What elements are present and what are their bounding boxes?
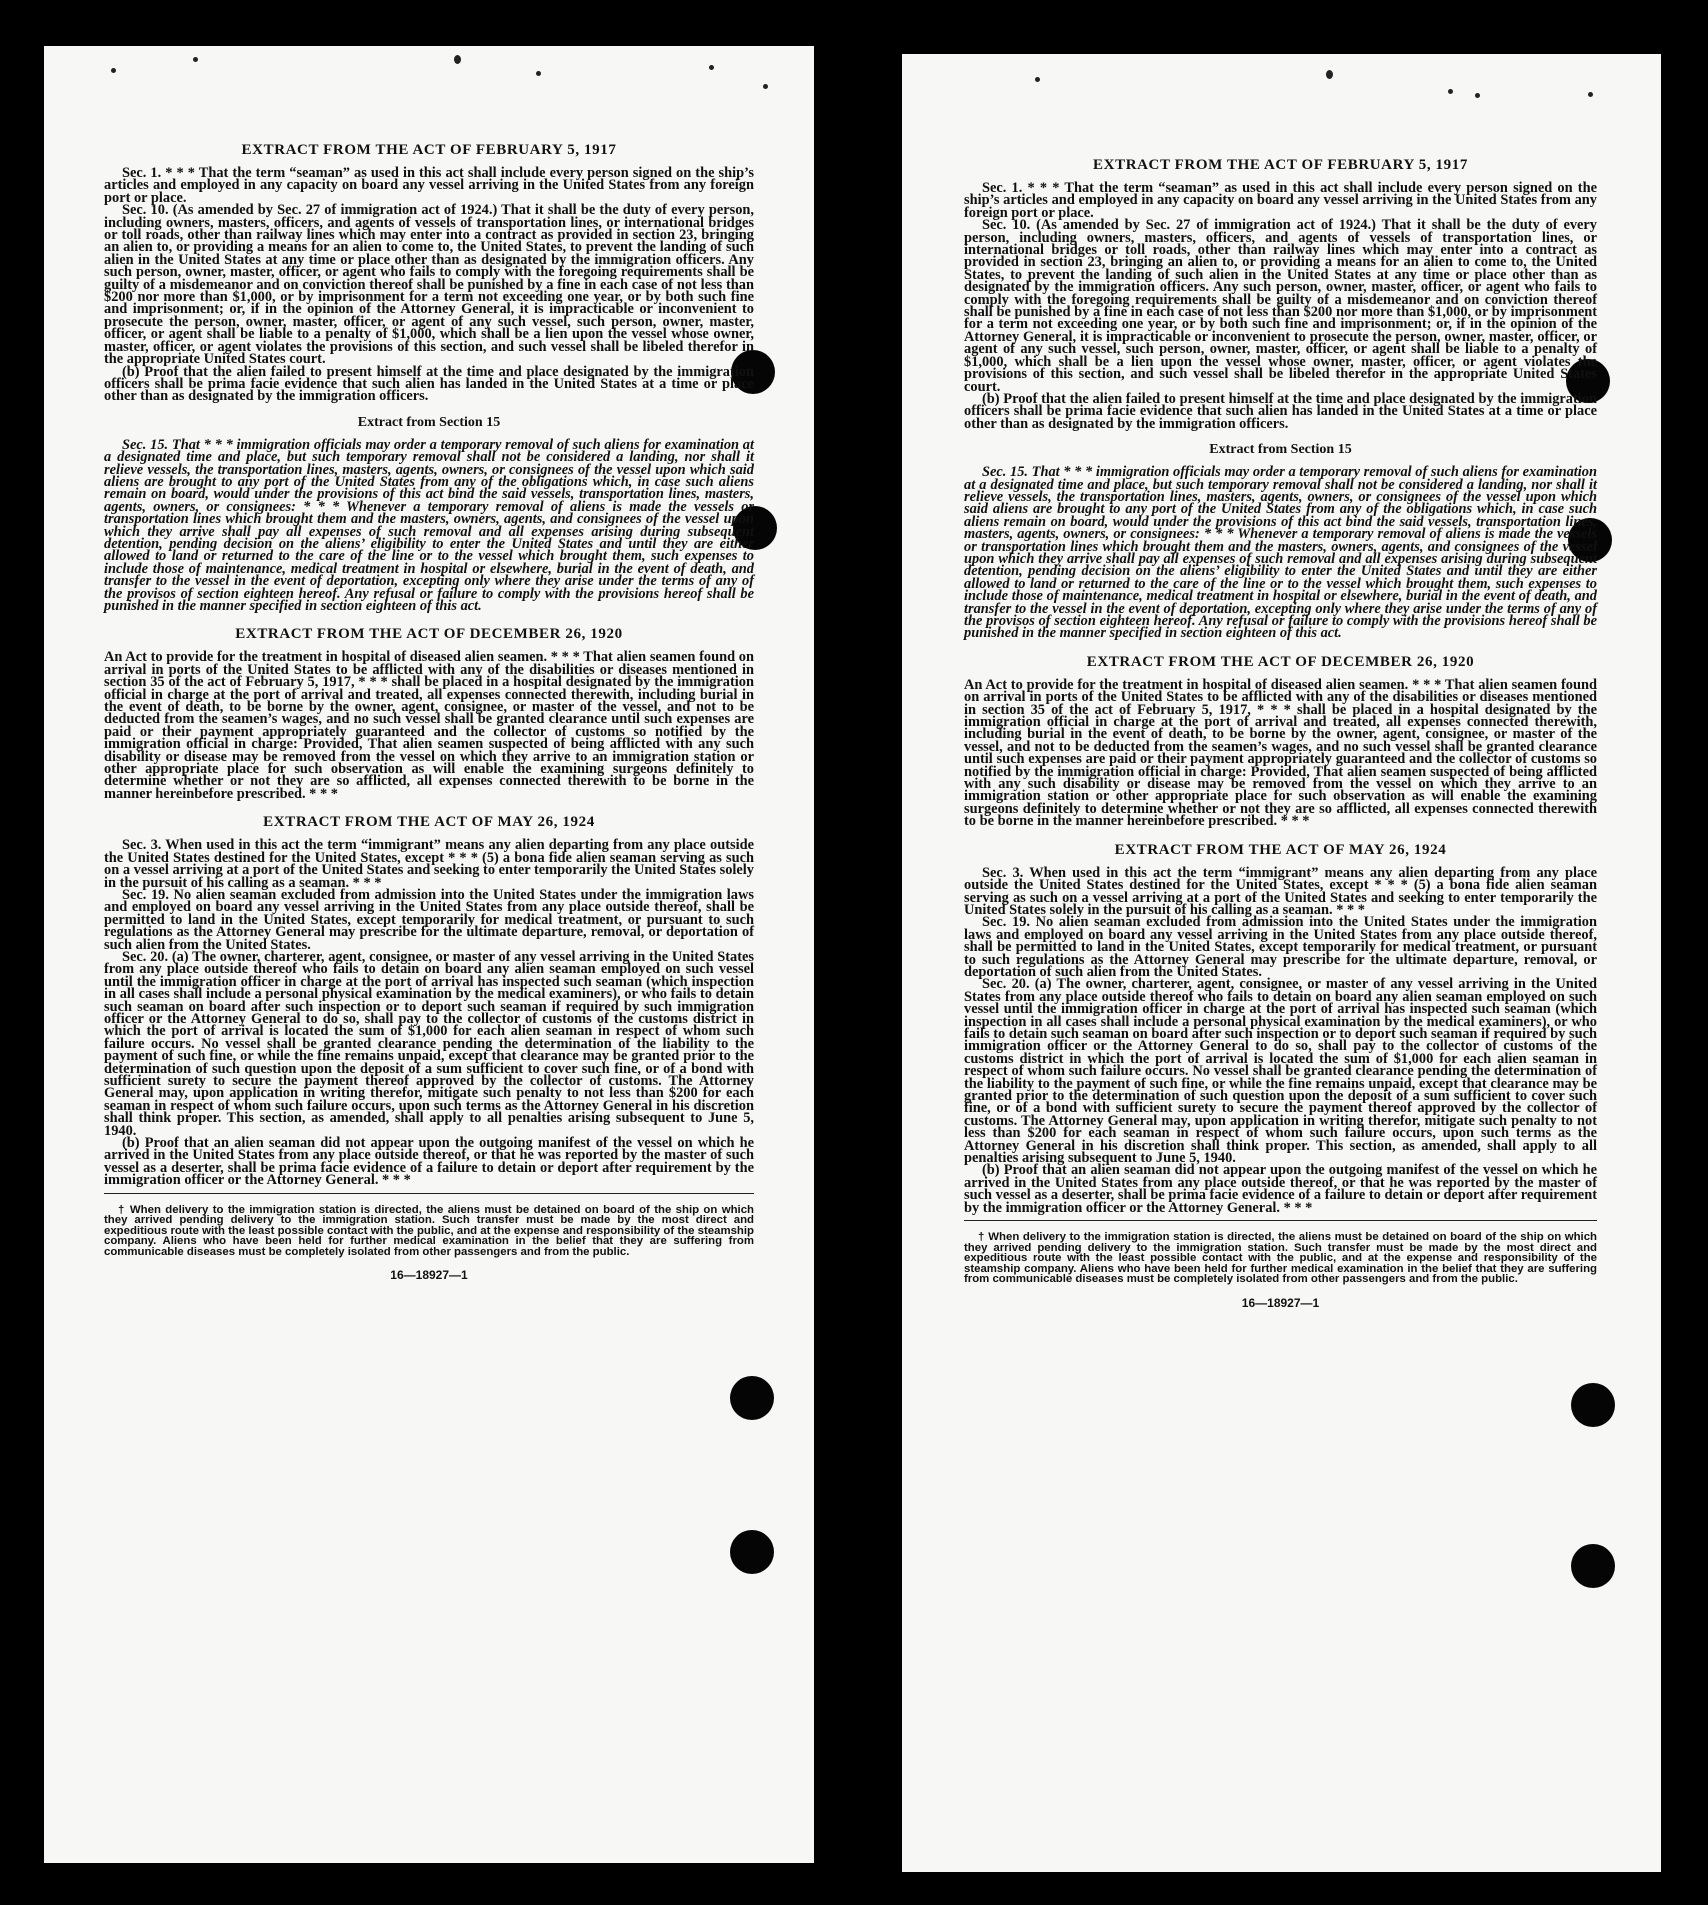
- footnote: † When delivery to the immigration station is directed, the aliens must be detained on board of the ship on which they arrived pending delivery to the immigration station. Such transfer must be made by the most direct and expeditious route with the least possible contact with the public, and at the expense and responsibility of the steamship company. Aliens who have been held for further medical examination in the belief that they are suffering from communicable diseases must be completely isolated from other passengers and from the public.: [104, 1204, 754, 1258]
- section-20: Sec. 20. (a) The owner, charterer, agent, consignee, or master of any vessel arriving in the United States from any place outside thereof who fails to detain on board any alien seaman employed on such vessel until the immigration officer in charge at the port of arrival has inspected such seaman (which inspection in all cases shall include a personal physical examination by the medical examiners), or who fails to detain such seaman on board after such inspection or to deport such seaman if required by such immigration officer or the Attorney General to do so, shall pay to the collector of customs of the customs district in which the port of arrival is located the sum of $1,000 for each alien seaman in respect of whom such failure occurs. No vessel shall be granted clearance pending the determination of the liability to the payment of such fine, or while the fine remains unpaid, except that clearance may be granted prior to the determination of such question upon the deposit of a sum sufficient to cover such fine, or of a bond with sufficient surety to secure the payment thereof approved by the collector of customs. The Attorney General may, upon application in writing therefor, mitigate such penalty to not less than $200 for each seaman in respect of whom such failure occurs, upon such terms as the Attorney General in his discretion shall think proper. This section, as amended, shall apply to all penalties arising subsequent to June 5, 1940.: [964, 976, 1597, 1167]
- scan-speck: [193, 57, 198, 62]
- section-3: Sec. 3. When used in this act the term “immigrant” means any alien departing from any place outside the United States destined for the United States, except * * * (5) a bona fide alien seaman serving as such on a vessel arriving at a port of the United States and seeking to enter temporarily the United States solely in the pursuit of his calling as a seaman. * * *: [104, 837, 754, 891]
- section-20-b: (b) Proof that an alien seaman did not appear upon the outgoing manifest of the vessel on which he arrived in the United States from any place outside thereof, or that he was reported by the master of such vessel as a deserter, shall be prima facie evidence of a failure to detain or deport after requirement by the immigration officer or the Attorney General. * * *: [964, 1162, 1597, 1216]
- scan-speck: [111, 68, 116, 73]
- section-15: Sec. 15. That * * * immigration officials may order a temporary removal of such aliens for examination at a designated time and place, but such temporary removal shall not be considered a landing, nor shall it relieve vessels, the transportation lines, masters, agents, owners, or consignees of the vessel upon which said aliens are brought to any port of the United States from any of the obligations which, in case such aliens remain on board, would under the provisions of this act bind the said vessels, transportation lines, masters, agents, owners, or consignees: * * * Whenever a temporary removal of aliens is made the vessels or transportation lines which brought them and the masters, owners, agents, and consignees of the vessel upon which they arrive shall pay all expenses of such removal and all expenses arising during subsequent detention, pending decision on the aliens’ eligibility to enter the United States and until they are either allowed to land or returned to the care of the line or to the vessel which brought them, such expenses to include those of maintenance, medical treatment in hospital or elsewhere, burial in the event of death, and transfer to the vessel in the event of deportation, excepting only where they arise under the terms of any of the provisos of section eighteen hereof. Any refusal or failure to comply with the provisions hereof shall be punished in the manner specified in section eighteen of this act.: [964, 464, 1597, 642]
- heading-act-1924: EXTRACT FROM THE ACT OF MAY 26, 1924: [1114, 841, 1447, 858]
- section-15: Sec. 15. That * * * immigration officials may order a temporary removal of such aliens for examination at a designated time and place, but such temporary removal shall not be considered a landing, nor shall it relieve vessels, the transportation lines, masters, agents, owners, or consignees of the vessel upon which said aliens are brought to any port of the United States from any of the obligations which, in case such aliens remain on board, would under the provisions of this act bind the said vessels, transportation lines, masters, agents, owners, or consignees: * * * Whenever a temporary removal of aliens is made the vessels or transportation lines which brought them and the masters, owners, agents, and consignees of the vessel upon which they arrive shall pay all expenses of such removal and all expenses arising during subsequent detention, pending decision on the aliens’ eligibility to enter the United States and until they are either allowed to land or returned to the care of the line or to the vessel which brought them, such expenses to include those of maintenance, medical treatment in hospital or elsewhere, burial in the event of death, and transfer to the vessel in the event of deportation, excepting only where they arise under the terms of any of the provisos of section eighteen hereof. Any refusal or failure to comply with the provisions hereof shall be punished in the manner specified in section eighteen of this act.: [104, 436, 754, 614]
- document-page-left: [44, 46, 814, 1863]
- scan-speck: [1035, 77, 1040, 82]
- footnote: † When delivery to the immigration station is directed, the aliens must be detained on board of the ship on which they arrived pending delivery to the immigration station. Such transfer must be made by the most direct and expeditious route with the least possible contact with the public, and at the expense and responsibility of the steamship company. Aliens who have been held for further medical examination in the belief that they are suffering from communicable diseases must be completely isolated from other passengers and from the public.: [964, 1231, 1597, 1286]
- subheading-section-15: Extract from Section 15: [1209, 442, 1352, 458]
- section-10: Sec. 10. (As amended by Sec. 27 of immigration act of 1924.) That it shall be the duty of every person, including owners, masters, officers, and agents of vessels of transportation lines, or international bridges or toll roads, other than railway lines which may enter into a contract as provided in section 23, bringing an alien to, or providing a means for an alien to come to, the United States, to prevent the landing of such alien in the United States at any time or place other than as designated by the immigration officers. Any such person, owner, master, officer, or agent who fails to comply with the foregoing requirements shall be guilty of a misdemeanor and on conviction thereof shall be punished by a fine in each case of not less than $200 nor more than $1,000, or by imprisonment for a term not exceeding one year, or by both such fine and imprisonment; or, if in the opinion of the Attorney General, it is impracticable or inconvenient to prosecute the person, owner, master, officer, or agent of any such vessel, such person, owner, master, officer, or agent shall be liable to a penalty of $1,000, which shall be a lien upon the vessel whose owner, master, officer, or agent violates the provisions of this section, and such vessel shall be libeled therefor in the appropriate United States court.: [964, 217, 1597, 395]
- scan-speck: [1588, 92, 1593, 97]
- section-20: Sec. 20. (a) The owner, charterer, agent, consignee, or master of any vessel arriving in the United States from any place outside thereof who fails to detain on board any alien seaman employed on such vessel until the immigration officer in charge at the port of arrival has inspected such seaman (which inspection in all cases shall include a personal physical examination by the medical examiners), or who fails to detain such seaman on board after such inspection or to deport such seaman if required by such immigration officer or the Attorney General to do so, shall pay to the collector of customs of the customs district in which the port of arrival is located the sum of $1,000 for each alien seaman in respect of whom such failure occurs. No vessel shall be granted clearance pending the determination of the liability to the payment of such fine, or while the fine remains unpaid, except that clearance may be granted prior to the determination of such question upon the deposit of a sum sufficient to cover such fine, or of a bond with sufficient surety to secure the payment thereof approved by the collector of customs. The Attorney General may, upon application in writing therefor, mitigate such penalty to not less than $200 for each seaman in respect of whom such failure occurs, upon such terms as the Attorney General in his discretion shall think proper. This section, as amended, shall apply to all penalties arising subsequent to June 5, 1940.: [104, 948, 754, 1139]
- heading-act-1917: EXTRACT FROM THE ACT OF FEBRUARY 5, 1917: [241, 142, 617, 158]
- scan-speck: [1448, 89, 1453, 94]
- heading-act-1917: EXTRACT FROM THE ACT OF FEBRUARY 5, 1917: [1093, 157, 1468, 173]
- page-body: [964, 157, 1597, 1852]
- act-1920-text: An Act to provide for the treatment in hospital of diseased alien seamen. * * * That alien seamen found on arrival in ports of the United States to be afflicted with any of the disabilities or diseases mentioned in section 35 of the act of February 5, 1917, * * * shall be placed in a hospital designated by the immigration official in charge at the port of arrival and treated, all expenses connected therewith, including burial in the event of death, to be borne by the owner, agent, consignee, or master of the vessel, and not to be deducted from the seamen’s wages, and no such vessel shall be granted clearance until such expenses are paid or their payment appropriately guaranteed and the collector of customs so notified by the immigration official in charge: Provided, That alien seamen suspected of being afflicted with any such disability or disease may be removed from the vessel on which they arrive to an immigration station or other appropriate place for such observation as will enable the examining surgeons definitely to determine whether or not they are so afflicted, all expenses connected therewith to be borne in the manner hereinbefore prescribed. * * *: [964, 676, 1597, 830]
- section-10: Sec. 10. (As amended by Sec. 27 of immigration act of 1924.) That it shall be the duty of every person, including owners, masters, officers, and agents of vessels of transportation lines, or international bridges or toll roads, other than railway lines which may enter into a contract as provided in section 23, bringing an alien to, or providing a means for an alien to come to, the United States, to prevent the landing of such alien in the United States at any time or place other than as designated by the immigration officers. Any such person, owner, master, officer, or agent who fails to comply with the foregoing requirements shall be guilty of a misdemeanor and on conviction thereof shall be punished by a fine in each case of not less than $200 nor more than $1,000, or by imprisonment for a term not exceeding one year, or by both such fine and imprisonment; or, if in the opinion of the Attorney General, it is impracticable or inconvenient to prosecute the person, owner, master, officer, or agent of any such vessel, such person, owner, master, officer, or agent shall be liable to a penalty of $1,000, which shall be a lien upon the vessel whose owner, master, officer, or agent violates the provisions of this section, and such vessel shall be libeled therefor in the appropriate United States court.: [104, 202, 754, 368]
- section-19: Sec. 19. No alien seaman excluded from admission into the United States under the immigration laws and employed on board any vessel arriving in the United States from any place outside thereof, shall be permitted to land in the United States, except temporarily for medical treatment, or pursuant to such regulations as the Attorney General may prescribe for the ultimate departure, removal, or deportation of such alien from the United States.: [964, 914, 1597, 980]
- footnote-divider: [964, 1220, 1597, 1221]
- document-page-right: [902, 54, 1661, 1872]
- section-3: Sec. 3. When used in this act the term “immigrant” means any alien departing from any place outside the United States destined for the United States, except * * * (5) a bona fide alien seaman serving as such on a vessel arriving at a port of the United States and seeking to enter temporarily the United States solely in the pursuit of his calling as a seaman. * * *: [964, 864, 1597, 918]
- act-1920-text: An Act to provide for the treatment in hospital of diseased alien seamen. * * * That alien seamen found on arrival in ports of the United States to be afflicted with any of the disabilities or diseases mentioned in section 35 of the act of February 5, 1917, * * * shall be placed in a hospital designated by the immigration official in charge at the port of arrival and treated, all expenses connected therewith, including burial in the event of death, to be borne by the owner, agent, consignee, or master of the vessel, and not to be deducted from the seamen’s wages, and no such vessel shall be granted clearance until such expenses are paid or their payment appropriately guaranteed and the collector of customs so notified by the immigration official in charge: Provided, That alien seamen suspected of being afflicted with any such disability or disease may be removed from the vessel on which they arrive to an immigration station or other appropriate place for such observation as will enable the examining surgeons definitely to determine whether or not they are so afflicted, all expenses connected therewith to be borne in the manner hereinbefore prescribed. * * *: [104, 649, 754, 802]
- form-number: 16—18927—1: [1241, 1295, 1320, 1310]
- scan-speck: [1475, 93, 1480, 98]
- heading-act-1920: EXTRACT FROM THE ACT OF DECEMBER 26, 1920: [235, 626, 623, 643]
- scan-speck: [763, 84, 768, 89]
- scan-speck: [1326, 70, 1333, 79]
- scan-speck: [454, 55, 461, 64]
- section-19: Sec. 19. No alien seaman excluded from admission into the United States under the immigration laws and employed on board any vessel arriving in the United States from any place outside thereof, shall be permitted to land in the United States, except temporarily for medical treatment, or pursuant to such regulations as the Attorney General may prescribe for the ultimate departure, removal, or deportation of such alien from the United States.: [104, 886, 754, 953]
- subheading-section-15: Extract from Section 15: [357, 414, 501, 430]
- footnote-divider: [104, 1193, 754, 1194]
- section-10-b: (b) Proof that the alien failed to present himself at the time and place designated by the immigration officers shall be prima facie evidence that such alien has landed in the United States at a time or place other than as designated by the immigration officers.: [964, 390, 1597, 432]
- scan-speck: [536, 71, 541, 76]
- scan-speck: [709, 65, 714, 70]
- form-number: 16—18927—1: [390, 1268, 468, 1283]
- section-1: Sec. 1. * * * That the term “seaman” as used in this act shall include every person signed on the ship’s articles and employed in any capacity on board any vessel arriving in the United States from any foreign port or place.: [964, 180, 1597, 221]
- page-body: [104, 142, 754, 1843]
- section-10-b: (b) Proof that the alien failed to present himself at the time and place designated by the immigration officers shall be prima facie evidence that such alien has landed in the United States at a time or place other than as designated by the immigration officers.: [104, 363, 754, 405]
- section-1: Sec. 1. * * * That the term “seaman” as used in this act shall include every person signed on the ship’s articles and employed in any capacity on board any vessel arriving in the United States from any foreign port or place.: [104, 165, 754, 206]
- section-20-b: (b) Proof that an alien seaman did not appear upon the outgoing manifest of the vessel on which he arrived in the United States from any place outside thereof, or that he was reported by the master of such vessel as a deserter, shall be prima facie evidence of a failure to detain or deport after requirement by the immigration officer or the Attorney General. * * *: [104, 1135, 754, 1189]
- heading-act-1924: EXTRACT FROM THE ACT OF MAY 26, 1924: [263, 814, 595, 831]
- heading-act-1920: EXTRACT FROM THE ACT OF DECEMBER 26, 1920: [1086, 653, 1475, 670]
